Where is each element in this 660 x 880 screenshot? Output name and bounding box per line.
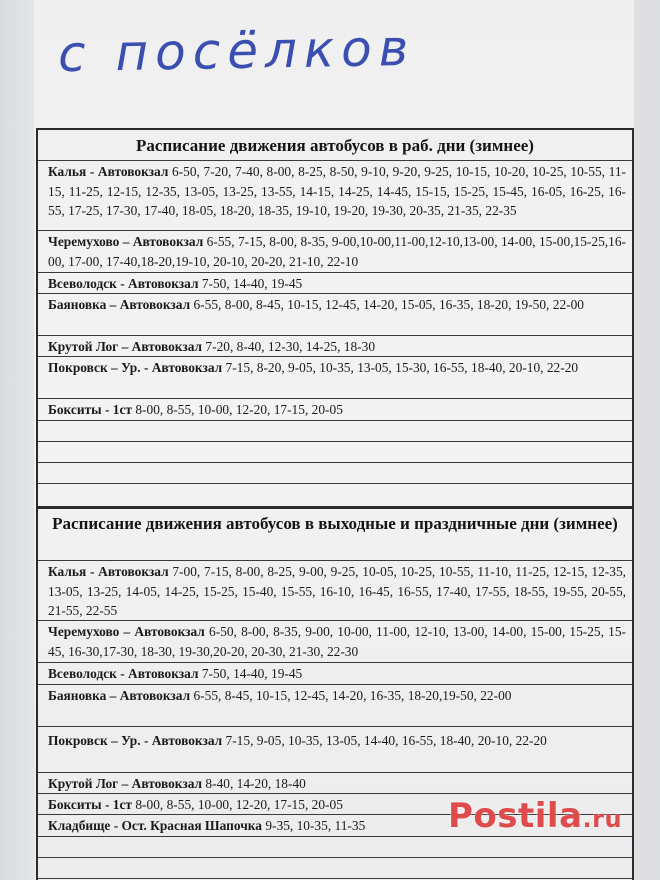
schedule-row-bayanovka (38, 294, 632, 336)
route-name: Крутой Лог – Автовокзал (48, 339, 203, 354)
weekday-schedule-table (36, 128, 634, 508)
route-times: 7-20, 8-40, 12-30, 14-25, 18-30 (205, 339, 376, 354)
weekday-schedule-title: Расписание движения автобусов в раб. дни (зимнее) (38, 130, 632, 161)
schedule-row-cheremukhovo (38, 231, 632, 273)
route-times: 6-55, 8-00, 8-45, 10-15, 12-45, 14-20, 15-05, 16-35, 18-20, 19-50, 22-00 (193, 297, 584, 312)
schedule-row-krutoy-log (38, 773, 632, 794)
schedule-row-krutoy-log (38, 336, 632, 357)
empty-row (38, 421, 632, 442)
route-times: 8-40, 14-20, 18-40 (205, 776, 306, 791)
route-name: Калья - Автовокзал (48, 564, 169, 579)
postila-watermark (448, 796, 622, 836)
empty-row (38, 442, 632, 463)
schedule-row-pokrovsk (38, 727, 632, 773)
route-name: Черемухово – Автовокзал (48, 624, 205, 639)
route-name: Черемухово – Автовокзал (48, 234, 204, 249)
route-name: Покровск – Ур. - Автовокзал (48, 733, 223, 748)
watermark-tld: .ru (582, 805, 623, 833)
route-times: 6-55, 7-15, 8-00, 8-35, 9-00,10-00,11-00,12-10,13-00, 14-00, 15-00,15-25,16-00, 17-00, 17-40,18-20,19-10, 20-10, 20-20, 21-10, 22-10 (48, 234, 626, 269)
handwritten-note: с посёлков (57, 18, 416, 84)
route-times: 6-50, 8-00, 8-35, 9-00, 10-00, 11-00, 12-10, 13-00, 14-00, 15-00, 15-25, 15-45, 16-30,17-30, 18-30, 19-30,20-20, 20-30, 21-30, 22-30 (48, 624, 626, 659)
route-times: 7-50, 14-40, 19-45 (201, 666, 303, 681)
route-times: 7-15, 8-20, 9-05, 10-35, 13-05, 15-30, 16-55, 18-40, 20-10, 22-20 (225, 360, 579, 375)
route-times: 8-00, 8-55, 10-00, 12-20, 17-15, 20-05 (135, 402, 343, 417)
schedule-row-vsevolodsk (38, 663, 632, 685)
route-name: Бокситы - 1ст (48, 797, 132, 812)
route-name: Всеволодск - Автовокзал (48, 666, 199, 681)
route-name: Бокситы - 1ст (48, 402, 132, 417)
empty-row (38, 484, 632, 505)
route-name: Калья - Автовокзал (48, 164, 169, 179)
route-name: Кладбище - Ост. Красная Шапочка (48, 818, 262, 833)
route-times: 6-50, 7-20, 7-40, 8-00, 8-25, 8-50, 9-10, 9-20, 9-25, 10-15, 10-20, 10-25, 10-55, 11-15, 11-25, 12-15, 12-35, 13-05, 13-25, 13-55, 14-15, 14-25, 14-45, 15-15, 15-25, 15-45, 16-05, 16-25, 16-55, 17-25, 17-30, 17-40, 18-05, 18-20, 18-35, 19-10, 19-20, 19-30, 20-35, 21-35, 22-35 (48, 164, 626, 218)
route-times: 7-50, 14-40, 19-45 (201, 276, 303, 291)
watermark-main: Postila (448, 796, 583, 836)
route-name: Крутой Лог – Автовокзал (48, 776, 203, 791)
empty-row (38, 837, 632, 858)
route-times: 7-15, 9-05, 10-35, 13-05, 14-40, 16-55, 18-40, 20-10, 22-20 (225, 733, 547, 748)
route-times: 6-55, 8-45, 10-15, 12-45, 14-20, 16-35, 18-20,19-50, 22-00 (193, 688, 512, 703)
schedule-row-cheremukhovo (38, 621, 632, 663)
route-name: Баяновка – Автовокзал (48, 297, 191, 312)
route-name: Покровск – Ур. - Автовокзал (48, 360, 223, 375)
empty-row (38, 858, 632, 879)
schedule-row-boksity (38, 399, 632, 421)
schedule-row-pokrovsk (38, 357, 632, 399)
holiday-schedule-title: Расписание движения автобусов в выходные и праздничные дни (зимнее) (38, 509, 632, 561)
route-times: 9-35, 10-35, 11-35 (265, 818, 366, 833)
schedule-row-kalya (38, 161, 632, 231)
schedule-row-kalya (38, 561, 632, 621)
route-name: Всеволодск - Автовокзал (48, 276, 199, 291)
schedule-row-vsevolodsk (38, 273, 632, 294)
route-times: 8-00, 8-55, 10-00, 12-20, 17-15, 20-05 (135, 797, 343, 812)
route-times: 7-00, 7-15, 8-00, 8-25, 9-00, 9-25, 10-05, 10-25, 10-55, 11-10, 11-25, 12-15, 12-35, 13-05, 13-25, 14-05, 14-25, 15-25, 15-40, 15-55, 16-10, 16-45, 16-55, 17-40, 17-55, 18-55, 19-55, 20-55, 21-55, 22-55 (48, 564, 626, 618)
route-name: Баяновка – Автовокзал (48, 688, 191, 703)
empty-row (38, 463, 632, 484)
schedule-row-bayanovka (38, 685, 632, 727)
